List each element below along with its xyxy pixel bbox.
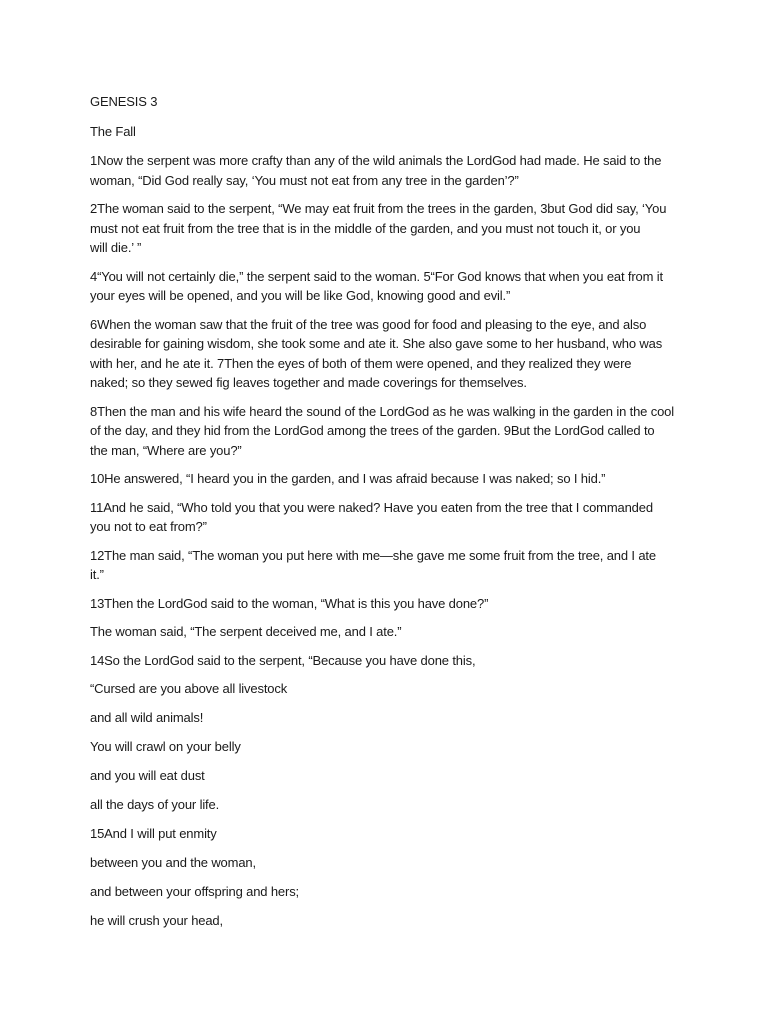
paragraph-line: desirable for gaining wisdom, she took some and ate it. She also gave some to her husband, who was xyxy=(90,336,663,351)
paragraph-line: must not eat fruit from the tree that is in the middle of the garden, and you must not touch it, or you xyxy=(90,220,641,236)
paragraph-verse-4 xyxy=(90,267,682,306)
paragraph-verse-6 xyxy=(90,315,682,393)
paragraph-line: 14So the LordGod said to the serpent, “Because you have done this, xyxy=(90,652,476,668)
paragraph-verse-13 xyxy=(90,594,682,614)
book-heading: GENESIS 3 xyxy=(90,94,158,109)
poem-line: and all wild animals! xyxy=(90,710,204,725)
paragraph-line: will die.’ ” xyxy=(90,240,142,255)
paragraph-line: 11And he said, “Who told you that you were naked? Have you eaten from the tree that I commanded xyxy=(90,499,653,515)
paragraph-line: 10He answered, “I heard you in the garden, and I was afraid because I was naked; so I hid.” xyxy=(90,471,606,486)
paragraph-line: of the day, and they hid from the LordGod among the trees of the garden. 9But the LordGod called to xyxy=(90,423,655,438)
section-title: The Fall xyxy=(90,123,136,139)
poem-line: he will crush your head, xyxy=(90,913,223,928)
poem-line: You will crawl on your belly xyxy=(90,739,241,754)
paragraph-line: The woman said, “The serpent deceived me, and I ate.” xyxy=(90,624,402,639)
poem-line: and you will eat dust xyxy=(90,768,205,783)
paragraph-verse-11 xyxy=(90,498,682,537)
poem-line: and between your offspring and hers; xyxy=(90,884,300,899)
paragraph-line: you not to eat from?” xyxy=(90,519,207,534)
paragraph-verse-2 xyxy=(90,199,682,258)
poem-line: between you and the woman, xyxy=(90,855,256,870)
poem-line: “Cursed are you above all livestock xyxy=(90,681,288,696)
paragraph-line: 1Now the serpent was more crafty than any of the wild animals the LordGod had made. He said to the xyxy=(90,153,662,168)
paragraph-line: 8Then the man and his wife heard the sound of the LordGod as he was walking in the garden in the cool xyxy=(90,403,674,419)
paragraph-verse-14 xyxy=(90,651,682,671)
paragraph-line: 13Then the LordGod said to the woman, “What is this you have done?” xyxy=(90,595,489,611)
document-page xyxy=(90,92,682,940)
paragraph-line: 12The man said, “The woman you put here with me—she gave me some fruit from the tree, and I ate xyxy=(90,547,656,563)
paragraph-verse-12 xyxy=(90,546,682,585)
paragraph-line: 2The woman said to the serpent, “We may eat fruit from the trees in the garden, 3but God did say, ‘You xyxy=(90,201,667,216)
paragraph-line: the man, “Where are you?” xyxy=(90,442,242,458)
paragraph-woman-reply xyxy=(90,622,682,642)
paragraph-line: it.” xyxy=(90,567,104,582)
paragraph-line: woman, “Did God really say, ‘You must not eat from any tree in the garden’?” xyxy=(90,172,519,188)
paragraph-line: naked; so they sewed fig leaves together and made coverings for themselves. xyxy=(90,375,527,390)
paragraph-verse-10 xyxy=(90,469,682,489)
paragraph-line: your eyes will be opened, and you will be like God, knowing good and evil.” xyxy=(90,288,511,303)
paragraph-line: 4“You will not certainly die,” the serpent said to the woman. 5“For God knows that when you eat from it xyxy=(90,268,663,284)
paragraph-verse-1 xyxy=(90,151,682,190)
paragraph-verse-8 xyxy=(90,402,682,461)
poem-line: 15And I will put enmity xyxy=(90,826,217,841)
paragraph-line: 6When the woman saw that the fruit of the tree was good for food and pleasing to the eye, and also xyxy=(90,316,647,332)
paragraph-line: with her, and he ate it. 7Then the eyes of both of them were opened, and they realized they were xyxy=(90,355,632,371)
poem-line: all the days of your life. xyxy=(90,797,220,812)
